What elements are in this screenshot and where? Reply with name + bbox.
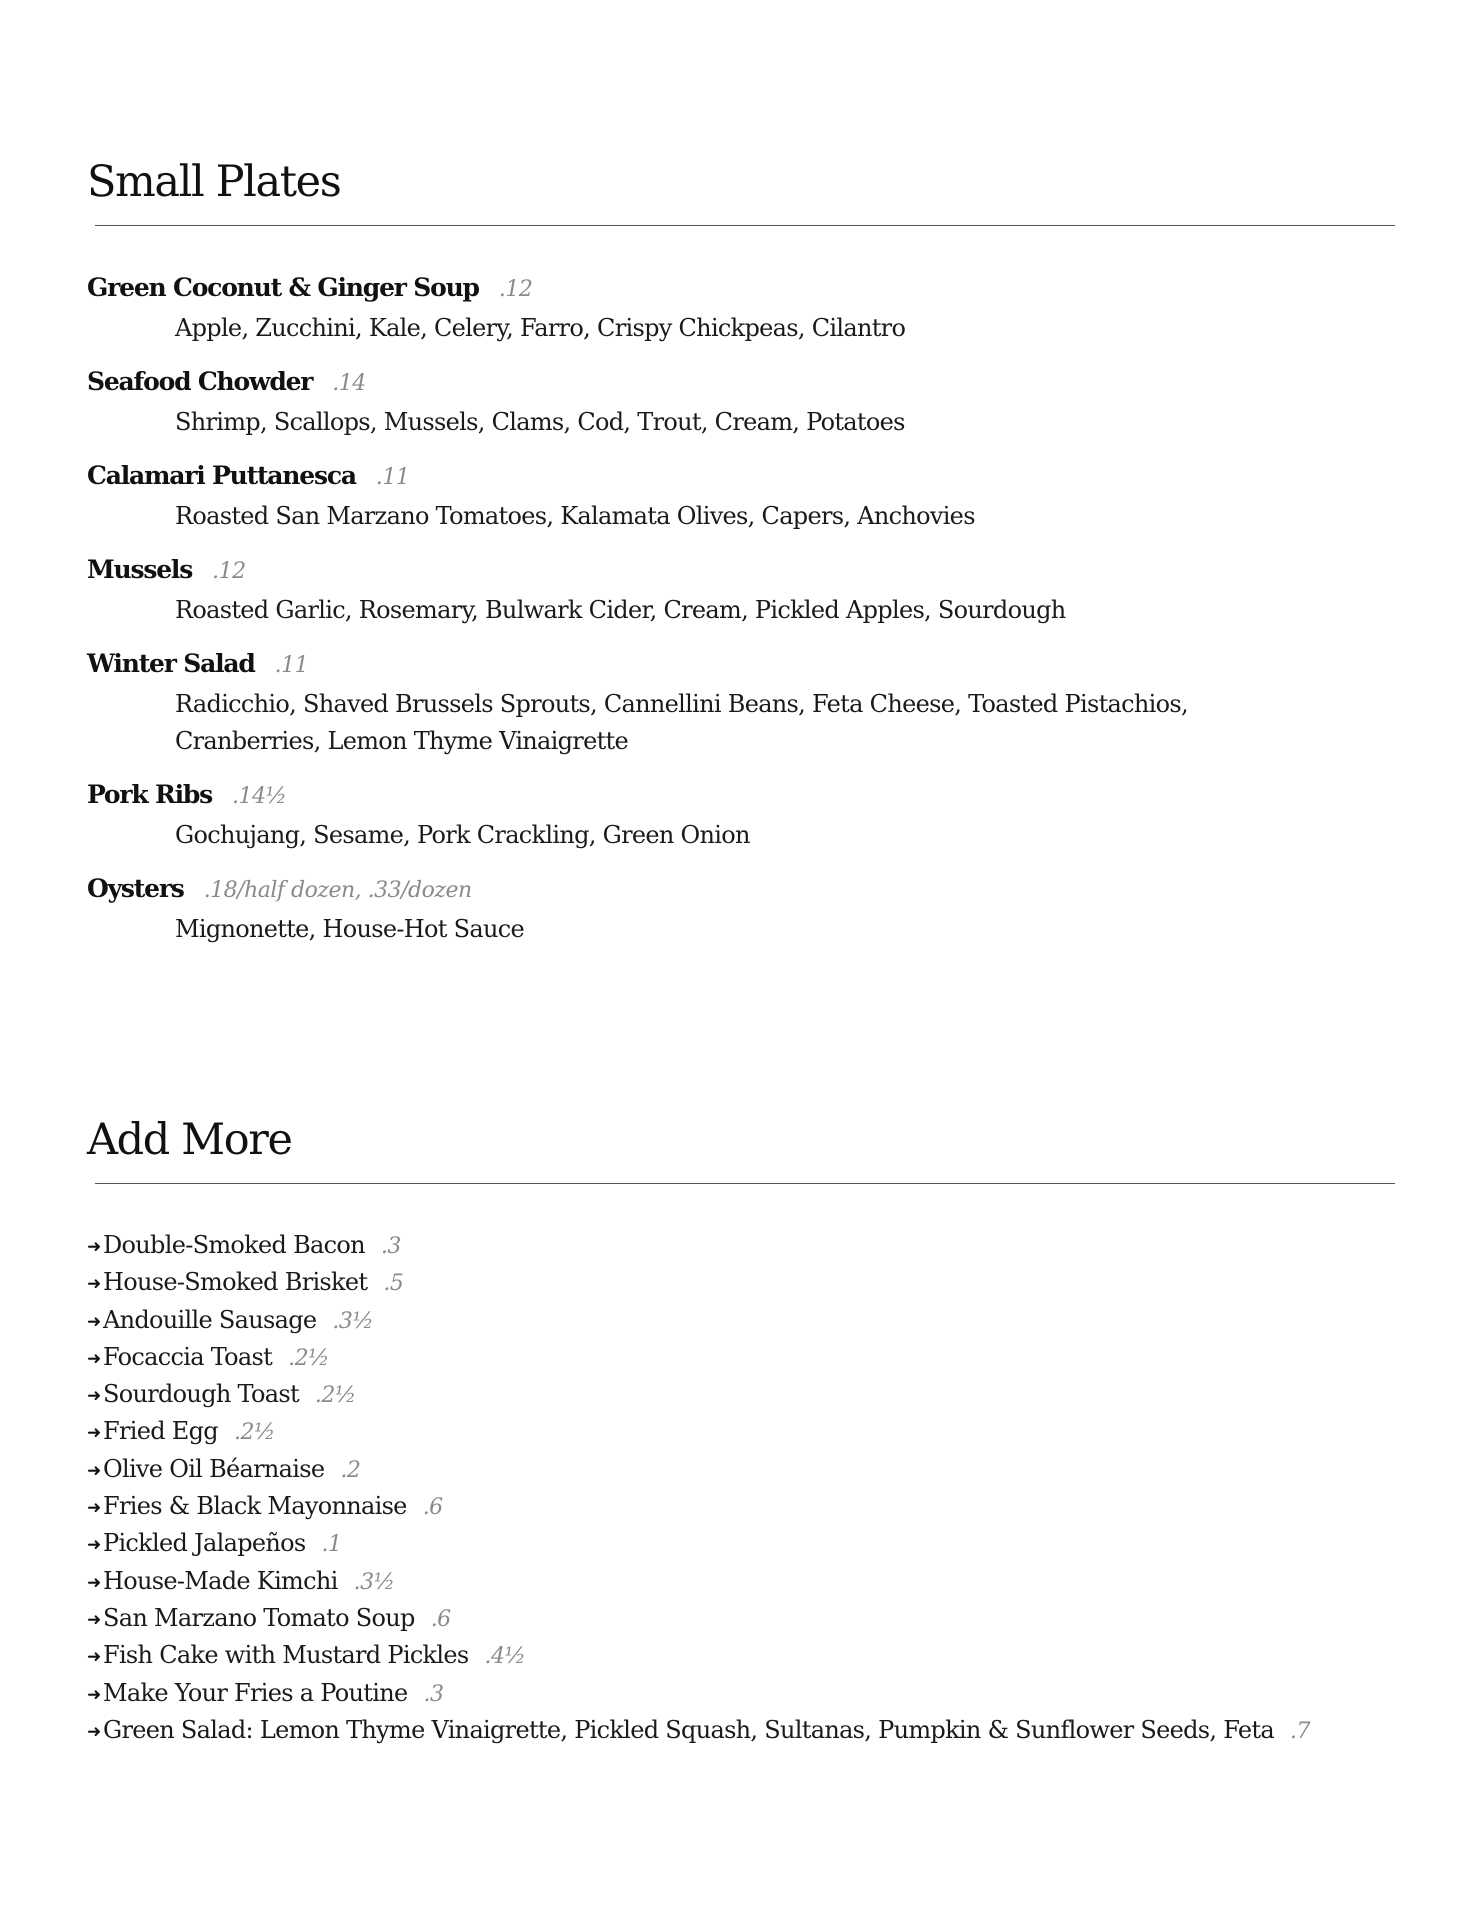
list-item: [87, 1529, 1387, 1566]
menu-item-description: Roasted San Marzano Tomatoes, Kalamata Olives, Capers, Anchovies: [175, 502, 975, 530]
arrow-right-icon: ➜: [87, 1237, 102, 1257]
addon-price: .4½: [484, 1644, 526, 1670]
add-more-title: Add More: [87, 1115, 292, 1165]
menu-item: [87, 555, 1387, 629]
arrow-right-icon: ➜: [87, 1721, 102, 1742]
list-item: [87, 1380, 1387, 1417]
list-item: [87, 1417, 1387, 1454]
arrow-right-icon: ➜: [87, 1386, 102, 1407]
addon-price: .2½: [233, 1420, 275, 1446]
menu-item-name: Green Coconut & Ginger Soup: [87, 273, 479, 302]
menu-item-name: Oysters: [87, 874, 184, 903]
menu-item: [87, 874, 1387, 948]
small-plates-divider: [95, 225, 1395, 226]
menu-item-description: Shrimp, Scallops, Mussels, Clams, Cod, Trout, Cream, Potatoes: [175, 408, 905, 436]
addon-price: .3: [380, 1234, 401, 1259]
list-item: [87, 1604, 1387, 1641]
arrow-right-icon: ➜: [87, 1684, 102, 1705]
addon-price: .1: [321, 1532, 342, 1558]
small-plates-title: Small Plates: [87, 157, 341, 207]
small-plates-section: [87, 150, 1387, 968]
menu-item-name: Calamari Puttanesca: [87, 461, 356, 490]
menu-item-name: Pork Ribs: [87, 780, 213, 809]
menu-item: [87, 367, 1387, 441]
list-item: [87, 1641, 1387, 1678]
addon-name: House-Made Kimchi: [103, 1566, 338, 1595]
addon-name: Focaccia Toast: [103, 1342, 273, 1371]
addon-price: .2½: [314, 1383, 356, 1409]
menu-item-description: Apple, Zucchini, Kale, Celery, Farro, Crispy Chickpeas, Cilantro: [175, 314, 906, 342]
menu-item-name: Seafood Chowder: [87, 367, 313, 396]
menu-item-price: .18/half dozen, .33/dozen: [203, 878, 472, 903]
menu-item-price: .11: [375, 465, 410, 490]
addon-price: .7: [1289, 1718, 1310, 1744]
list-item: [87, 1343, 1387, 1380]
arrow-right-icon: ➜: [87, 1348, 102, 1369]
addon-name: Green Salad: Lemon Thyme Vinaigrette, Pickled Squash, Sultanas, Pumpkin & Sunflower Seeds, Feta: [103, 1715, 1274, 1744]
list-item: [87, 1306, 1387, 1343]
addon-price: .2: [340, 1457, 361, 1483]
menu-item-price: .12: [212, 559, 246, 584]
add-more-list: [87, 1231, 1387, 1753]
menu-item-name: Mussels: [87, 555, 193, 584]
addon-price: .6: [430, 1606, 451, 1632]
arrow-right-icon: ➜: [87, 1647, 102, 1668]
arrow-right-icon: ➜: [87, 1609, 102, 1630]
addon-name: Fried Egg: [103, 1417, 218, 1446]
menu-item: [87, 461, 1387, 535]
addon-name: Sourdough Toast: [103, 1380, 299, 1409]
arrow-right-icon: ➜: [87, 1274, 102, 1295]
arrow-right-icon: ➜: [87, 1423, 102, 1444]
add-more-divider: [95, 1183, 1395, 1184]
list-item: [87, 1679, 1387, 1716]
menu-item-price: .11: [274, 653, 309, 678]
menu-item-description: Gochujang, Sesame, Pork Crackling, Green Onion: [175, 821, 750, 849]
addon-price: .3½: [353, 1569, 395, 1595]
add-more-section: [87, 1108, 1387, 1753]
addon-name: San Marzano Tomato Soup: [103, 1603, 415, 1632]
small-plates-list: [87, 273, 1387, 948]
menu-item-description: Radicchio, Shaved Brussels Sprouts, Cannellini Beans, Feta Cheese, Toasted Pistachios, Cranberries, Lemon Thyme Vinaigrette: [175, 690, 1188, 755]
menu-item-description: Roasted Garlic, Rosemary, Bulwark Cider, Cream, Pickled Apples, Sourdough: [175, 596, 1066, 624]
addon-price: .5: [383, 1271, 404, 1297]
arrow-right-icon: ➜: [87, 1498, 102, 1519]
addon-name: Fish Cake with Mustard Pickles: [103, 1641, 469, 1670]
menu-item: [87, 273, 1387, 347]
addon-price: .2½: [288, 1345, 329, 1371]
arrow-right-icon: ➜: [87, 1535, 102, 1556]
menu-item-price: .12: [498, 277, 533, 302]
menu-item-description: Mignonette, House-Hot Sauce: [175, 915, 524, 943]
addon-price: .6: [422, 1495, 443, 1521]
list-item: [87, 1716, 1387, 1753]
addon-name: Pickled Jalapeños: [103, 1529, 306, 1558]
menu-item: [87, 649, 1387, 760]
arrow-right-icon: ➜: [87, 1311, 102, 1332]
addon-name: Andouille Sausage: [103, 1305, 317, 1334]
list-item: [87, 1492, 1387, 1529]
addon-name: House-Smoked Brisket: [103, 1268, 368, 1297]
addon-price: .3: [423, 1681, 444, 1707]
menu-item-name: Winter Salad: [87, 649, 255, 678]
list-item: [87, 1231, 1387, 1268]
list-item: [87, 1268, 1387, 1305]
menu-item-price: .14: [332, 371, 366, 396]
list-item: [87, 1567, 1387, 1604]
addon-name: Make Your Fries a Poutine: [103, 1678, 408, 1707]
addon-name: Olive Oil Béarnaise: [103, 1454, 325, 1483]
menu-item-price: .14½: [232, 784, 287, 809]
list-item: [87, 1455, 1387, 1492]
arrow-right-icon: ➜: [87, 1572, 102, 1593]
addon-name: Double-Smoked Bacon: [103, 1231, 365, 1259]
arrow-right-icon: ➜: [87, 1460, 102, 1481]
menu-item: [87, 780, 1387, 854]
addon-name: Fries & Black Mayonnaise: [103, 1492, 407, 1521]
addon-price: .3½: [332, 1308, 374, 1334]
